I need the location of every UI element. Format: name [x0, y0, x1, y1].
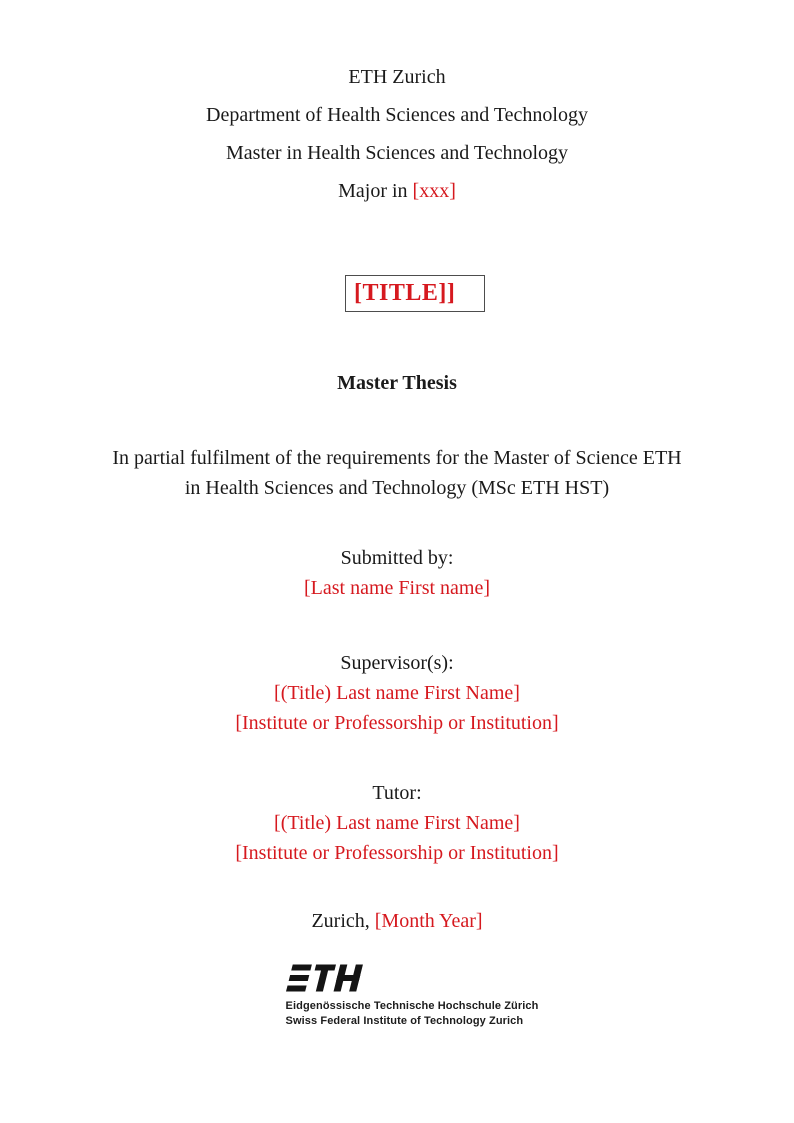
tutor-block	[0, 778, 794, 868]
place-date-line	[0, 906, 794, 936]
title-box-row	[0, 275, 794, 313]
institution-line: ETH Zurich	[348, 66, 446, 88]
program-line: Master in Health Sciences and Technology	[225, 142, 569, 164]
title-box	[345, 275, 485, 312]
header-block	[0, 0, 794, 210]
major-line	[0, 172, 794, 210]
submitted-by-label: Submitted by:	[340, 547, 454, 569]
logo-row	[0, 964, 794, 1029]
logo-name-en: Swiss Federal Institute of Technology Zurich	[285, 1015, 524, 1027]
eth-logo-text	[286, 999, 539, 1029]
major-placeholder: [xxx]	[412, 180, 456, 202]
department-line: Department of Health Sciences and Technology	[206, 104, 588, 126]
tutor-label: Tutor:	[372, 782, 422, 804]
submitted-by-name-placeholder: [Last name First name]	[303, 577, 491, 599]
eth-logo	[286, 964, 539, 1029]
major-prefix: Major in	[338, 180, 413, 202]
city-label: Zurich,	[311, 910, 375, 932]
submitted-by-block	[0, 543, 794, 603]
supervisor-affiliation-placeholder: [Institute or Professorship or Institution]	[235, 712, 559, 734]
supervisor-label: Supervisor(s):	[340, 652, 454, 674]
title-placeholder: [TITLE]]	[354, 280, 456, 306]
logo-name-de: Eidgenössische Technische Hochschule Zürich	[285, 1000, 539, 1012]
tutor-name-placeholder: [(Title) Last name First Name]	[274, 812, 520, 834]
date-placeholder: [Month Year]	[374, 910, 483, 932]
supervisor-block	[0, 648, 794, 738]
tutor-affiliation-placeholder: [Institute or Professorship or Institution]	[235, 842, 559, 864]
supervisor-name-placeholder: [(Title) Last name First Name]	[274, 682, 520, 704]
fulfilment-statement: In partial fulfilment of the requirements for the Master of Science ETH in Health Sciences and Technology (MSc ETH HST)	[112, 447, 682, 499]
eth-wordmark-icon	[286, 964, 364, 992]
thesis-type-heading: Master Thesis	[337, 372, 457, 394]
